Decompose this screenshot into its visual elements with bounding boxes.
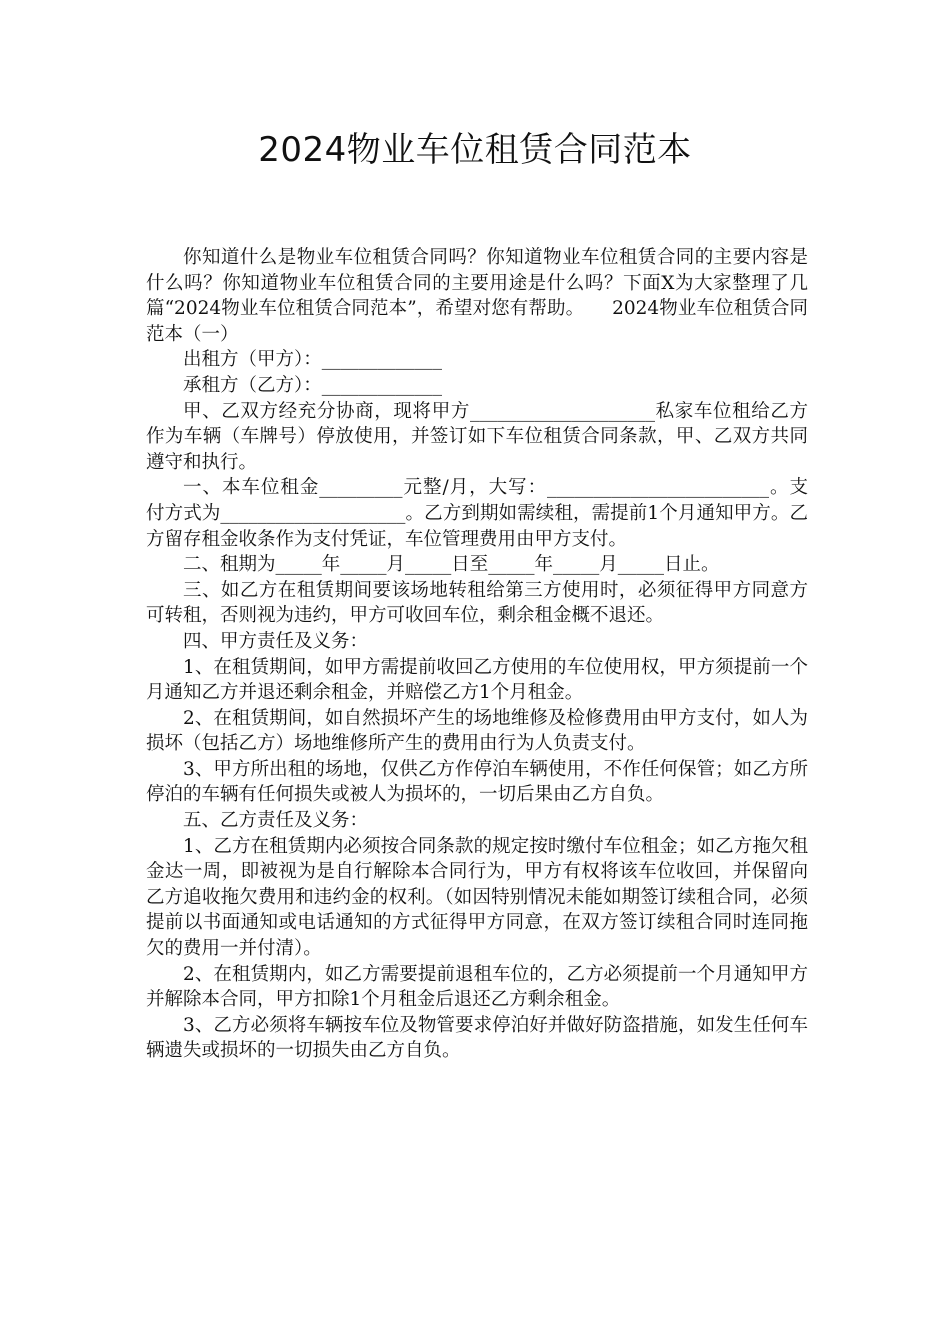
intro-paragraph: 你知道什么是物业车位租赁合同吗？你知道物业车位租赁合同的主要内容是什么吗？你知道物业车位租赁合同的主要用途是什么吗？下面X为大家整理了几篇“2024物业车位租赁合同范本”，希望对您有帮助。 2024物业车位租赁合同范本（一）: [146, 247, 808, 345]
clause-sublease: 三、如乙方在租赁期间要该场地转租给第三方使用时，必须征得甲方同意方可转租，否则视为违约，甲方可收回车位，剩余租金概不退还。: [146, 579, 808, 627]
clause-term: 二、租期为_____年_____月_____日至_____年_____月_____日止。: [183, 554, 720, 576]
lessor-line: 出租方（甲方）：_____________: [183, 349, 443, 371]
document-title: 2024物业车位租赁合同范本: [258, 130, 692, 170]
lessee-line: 承租方（乙方）：_____________: [183, 374, 443, 396]
party-a-item-2: 2、在租赁期间，如自然损坏产生的场地维修及检修费用由甲方支付，如人为损坏（包括乙方）场地维修所产生的费用由行为人负责支付。: [146, 707, 808, 755]
party-b-item-1: 1、乙方在租赁期内必须按合同条款的规定按时缴付车位租金；如乙方拖欠租金达一周，即被视为是自行解除本合同行为，甲方有权将该车位收回，并保留向乙方追收拖欠费用和违约金的权利。（如因特别情况未能如期签订续租合同，必须提前以书面通知或电话通知的方式征得甲方同意，在双方签订续租合同时连同拖欠的费用一并付清）。: [146, 835, 808, 960]
clause-rent: 一、本车位租金_________元整/月，大写：________________________。支付方式为____________________。乙方到期如需续租，需提前1个月通知甲方。乙方留存租金收条作为支付凭证，车位管理费用由甲方支付。: [146, 477, 808, 550]
section-heading-party-b: 五、乙方责任及义务：: [183, 810, 369, 832]
party-a-item-1: 1、在租赁期间，如甲方需提前收回乙方使用的车位使用权，甲方须提前一个月通知乙方并退还剩余租金，并赔偿乙方1个月租金。: [146, 656, 808, 704]
agreement-paragraph: 甲、乙双方经充分协商，现将甲方____________________私家车位租给乙方作为车辆（车牌号）停放使用，并签订如下车位租赁合同条款，甲、乙双方共同遵守和执行。: [146, 400, 808, 473]
party-b-item-2: 2、在租赁期内，如乙方需要提前退租车位的，乙方必须提前一个月通知甲方并解除本合同，甲方扣除1个月租金后退还乙方剩余租金。: [146, 963, 808, 1011]
party-a-item-3: 3、甲方所出租的场地，仅供乙方作停泊车辆使用，不作任何保管；如乙方所停泊的车辆有任何损失或被人为损坏的，一切后果由乙方自负。: [146, 758, 808, 806]
section-heading-party-a: 四、甲方责任及义务：: [183, 630, 369, 652]
party-b-item-3: 3、乙方必须将车辆按车位及物管要求停泊好并做好防盗措施，如发生任何车辆遗失或损坏的一切损失由乙方自负。: [146, 1014, 808, 1062]
document-body: [146, 245, 808, 1064]
